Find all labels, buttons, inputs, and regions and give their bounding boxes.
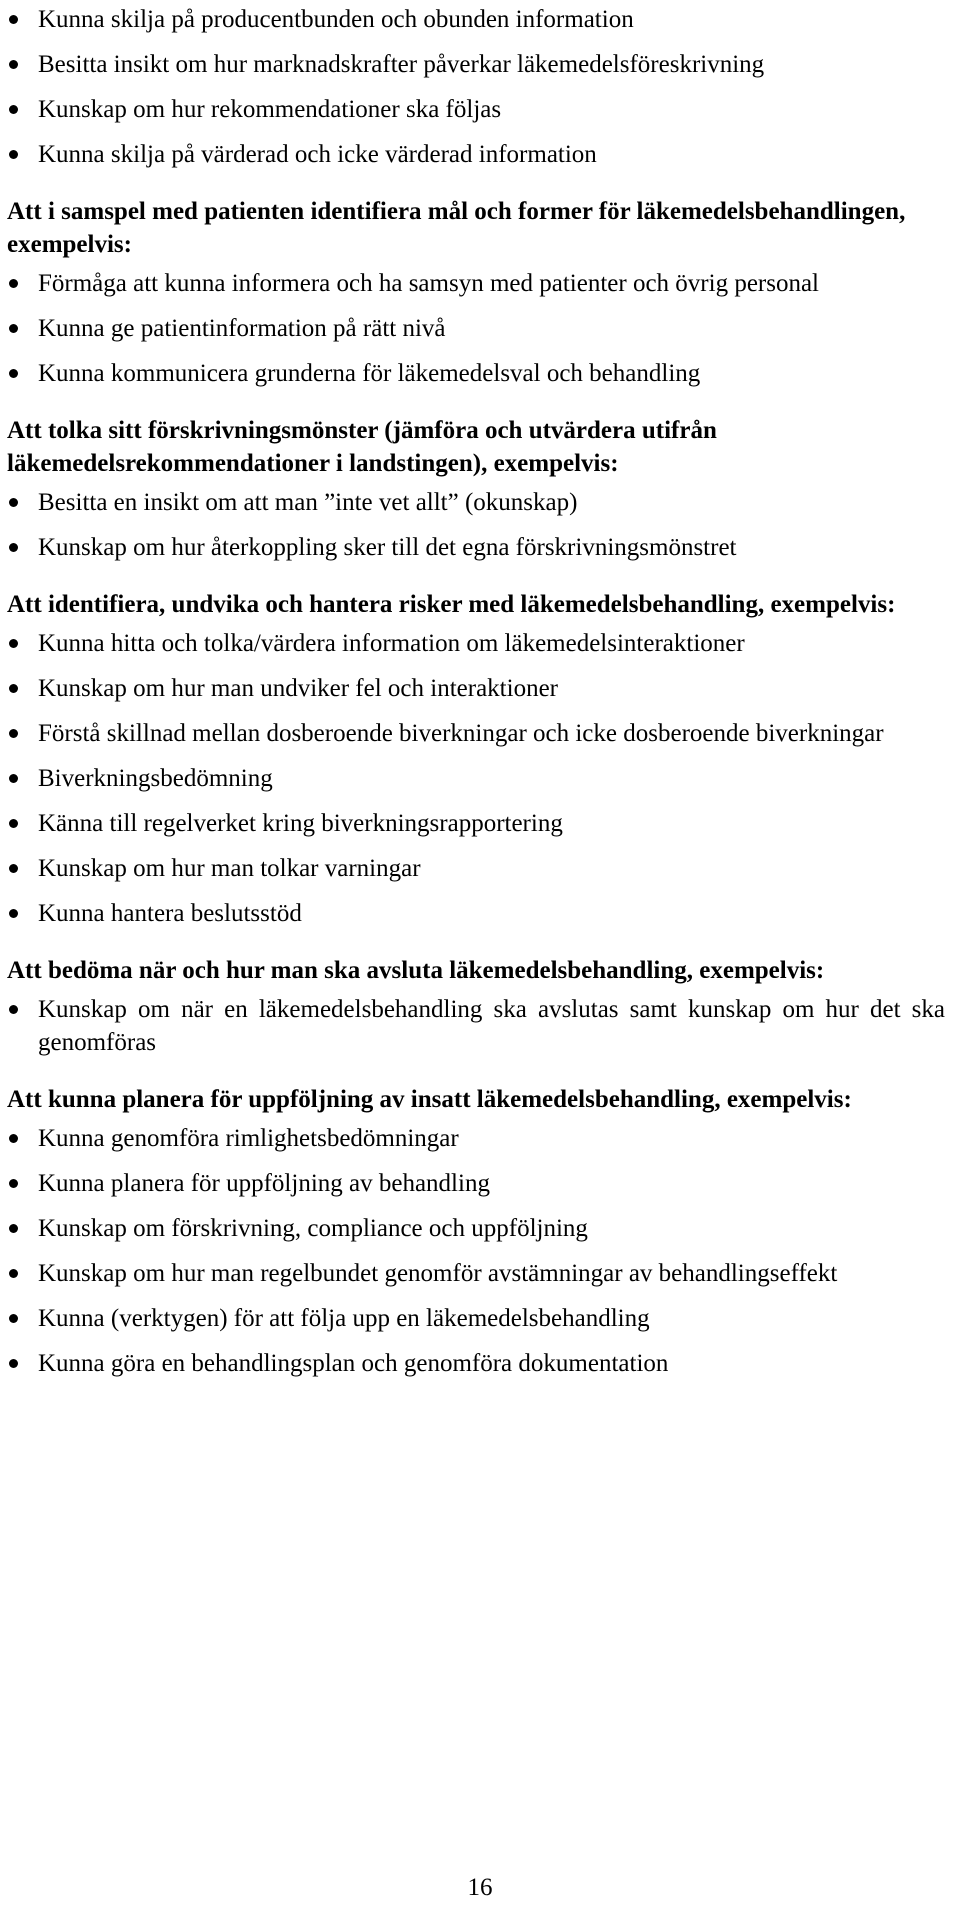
list-item <box>7 1302 945 1335</box>
bullet-icon <box>9 15 18 24</box>
list-item <box>7 1347 945 1380</box>
list-item-text: Kunna (verktygen) för att följa upp en läkemedelsbehandling <box>38 1305 650 1332</box>
section <box>7 588 945 930</box>
bullet-icon <box>9 774 18 783</box>
list-item <box>7 486 945 519</box>
bullet-list <box>7 267 945 390</box>
bullet-icon <box>9 324 18 333</box>
section-heading: Att tolka sitt förskrivningsmönster (jämföra och utvärdera utifrån läkemedelsrekommendationer i landstingen), exempelvis: <box>7 417 717 477</box>
section-heading: Att bedöma när och hur man ska avsluta läkemedelsbehandling, exempelvis: <box>7 957 825 984</box>
list-item <box>7 3 945 36</box>
bullet-icon <box>9 864 18 873</box>
list-item <box>7 897 945 930</box>
list-item-text: Kunna kommunicera grunderna för läkemedelsval och behandling <box>38 360 701 387</box>
bullet-icon <box>9 60 18 69</box>
list-item <box>7 93 945 126</box>
list-item <box>7 357 945 390</box>
list-item-text: Kunna hitta och tolka/värdera information om läkemedelsinteraktioner <box>38 630 745 657</box>
list-item-text: Förstå skillnad mellan dosberoende biverkningar och icke dosberoende biverkningar <box>38 720 884 747</box>
bullet-icon <box>9 105 18 114</box>
section <box>7 1083 945 1380</box>
list-item-text: Kunna ge patientinformation på rätt nivå <box>38 315 446 342</box>
list-item <box>7 762 945 795</box>
list-item-text: Kunskap om hur återkoppling sker till det egna förskrivningsmönstret <box>38 534 737 561</box>
section-heading: Att i samspel med patienten identifiera mål och former för läkemedelsbehandlingen, exempelvis: <box>7 198 906 258</box>
list-item-text: Besitta insikt om hur marknadskrafter påverkar läkemedelsföreskrivning <box>38 51 765 78</box>
bullet-icon <box>9 909 18 918</box>
list-item-text: Förmåga att kunna informera och ha samsyn med patienter och övrig personal <box>38 270 820 297</box>
document-content <box>7 3 945 1380</box>
list-item-text: Besitta en insikt om att man ”inte vet allt” (okunskap) <box>38 489 578 516</box>
list-item-text: Kunna skilja på värderad och icke värderad information <box>38 141 597 168</box>
bullet-icon <box>9 1005 18 1014</box>
bullet-list <box>7 993 945 1059</box>
list-item <box>7 531 945 564</box>
bullet-icon <box>9 1269 18 1278</box>
list-item <box>7 267 945 300</box>
list-item-text: Kunskap om när en läkemedelsbehandling ska avslutas samt kunskap om hur det ska genomföras <box>38 996 945 1056</box>
bullet-icon <box>9 1359 18 1368</box>
list-item-text: Kunna planera för uppföljning av behandling <box>38 1170 490 1197</box>
list-item <box>7 852 945 885</box>
bullet-icon <box>9 1314 18 1323</box>
list-item <box>7 1122 945 1155</box>
list-item <box>7 672 945 705</box>
list-item-text: Kunna göra en behandlingsplan och genomföra dokumentation <box>38 1350 669 1377</box>
list-item-text: Kunskap om hur man regelbundet genomför avstämningar av behandlingseffekt <box>38 1260 838 1287</box>
list-item <box>7 1167 945 1200</box>
bullet-icon <box>9 729 18 738</box>
bullet-icon <box>9 1179 18 1188</box>
list-item-text: Kunskap om förskrivning, compliance och uppföljning <box>38 1215 588 1242</box>
bullet-icon <box>9 1224 18 1233</box>
list-item-text: Känna till regelverket kring biverkningsrapportering <box>38 810 563 837</box>
list-item <box>7 1212 945 1245</box>
list-item-text: Kunna hantera beslutsstöd <box>38 900 302 927</box>
bullet-icon <box>9 639 18 648</box>
list-item <box>7 627 945 660</box>
bullet-icon <box>9 819 18 828</box>
list-item <box>7 1257 945 1290</box>
list-item-text: Kunskap om hur man tolkar varningar <box>38 855 421 882</box>
bullet-list <box>7 1122 945 1380</box>
list-item-text: Kunna genomföra rimlighetsbedömningar <box>38 1125 459 1152</box>
list-item <box>7 138 945 171</box>
page-number: 16 <box>467 1874 493 1901</box>
section <box>7 954 945 1059</box>
list-item-text: Kunskap om hur man undviker fel och interaktioner <box>38 675 558 702</box>
list-item-text: Biverkningsbedömning <box>38 765 273 792</box>
bullet-icon <box>9 150 18 159</box>
bullet-icon <box>9 684 18 693</box>
bullet-list <box>7 486 945 564</box>
section-heading: Att identifiera, undvika och hantera risker med läkemedelsbehandling, exempelvis: <box>7 591 896 618</box>
section <box>7 3 945 171</box>
bullet-list <box>7 3 945 171</box>
bullet-icon <box>9 498 18 507</box>
list-item <box>7 717 945 750</box>
list-item-text: Kunskap om hur rekommendationer ska följas <box>38 96 502 123</box>
bullet-list <box>7 627 945 930</box>
bullet-icon <box>9 543 18 552</box>
bullet-icon <box>9 1134 18 1143</box>
section-heading: Att kunna planera för uppföljning av insatt läkemedelsbehandling, exempelvis: <box>7 1086 852 1113</box>
list-item <box>7 48 945 81</box>
bullet-icon <box>9 369 18 378</box>
list-item <box>7 993 945 1059</box>
list-item <box>7 807 945 840</box>
list-item-text: Kunna skilja på producentbunden och obunden information <box>38 6 634 33</box>
section <box>7 414 945 564</box>
list-item <box>7 312 945 345</box>
section <box>7 195 945 390</box>
bullet-icon <box>9 279 18 288</box>
